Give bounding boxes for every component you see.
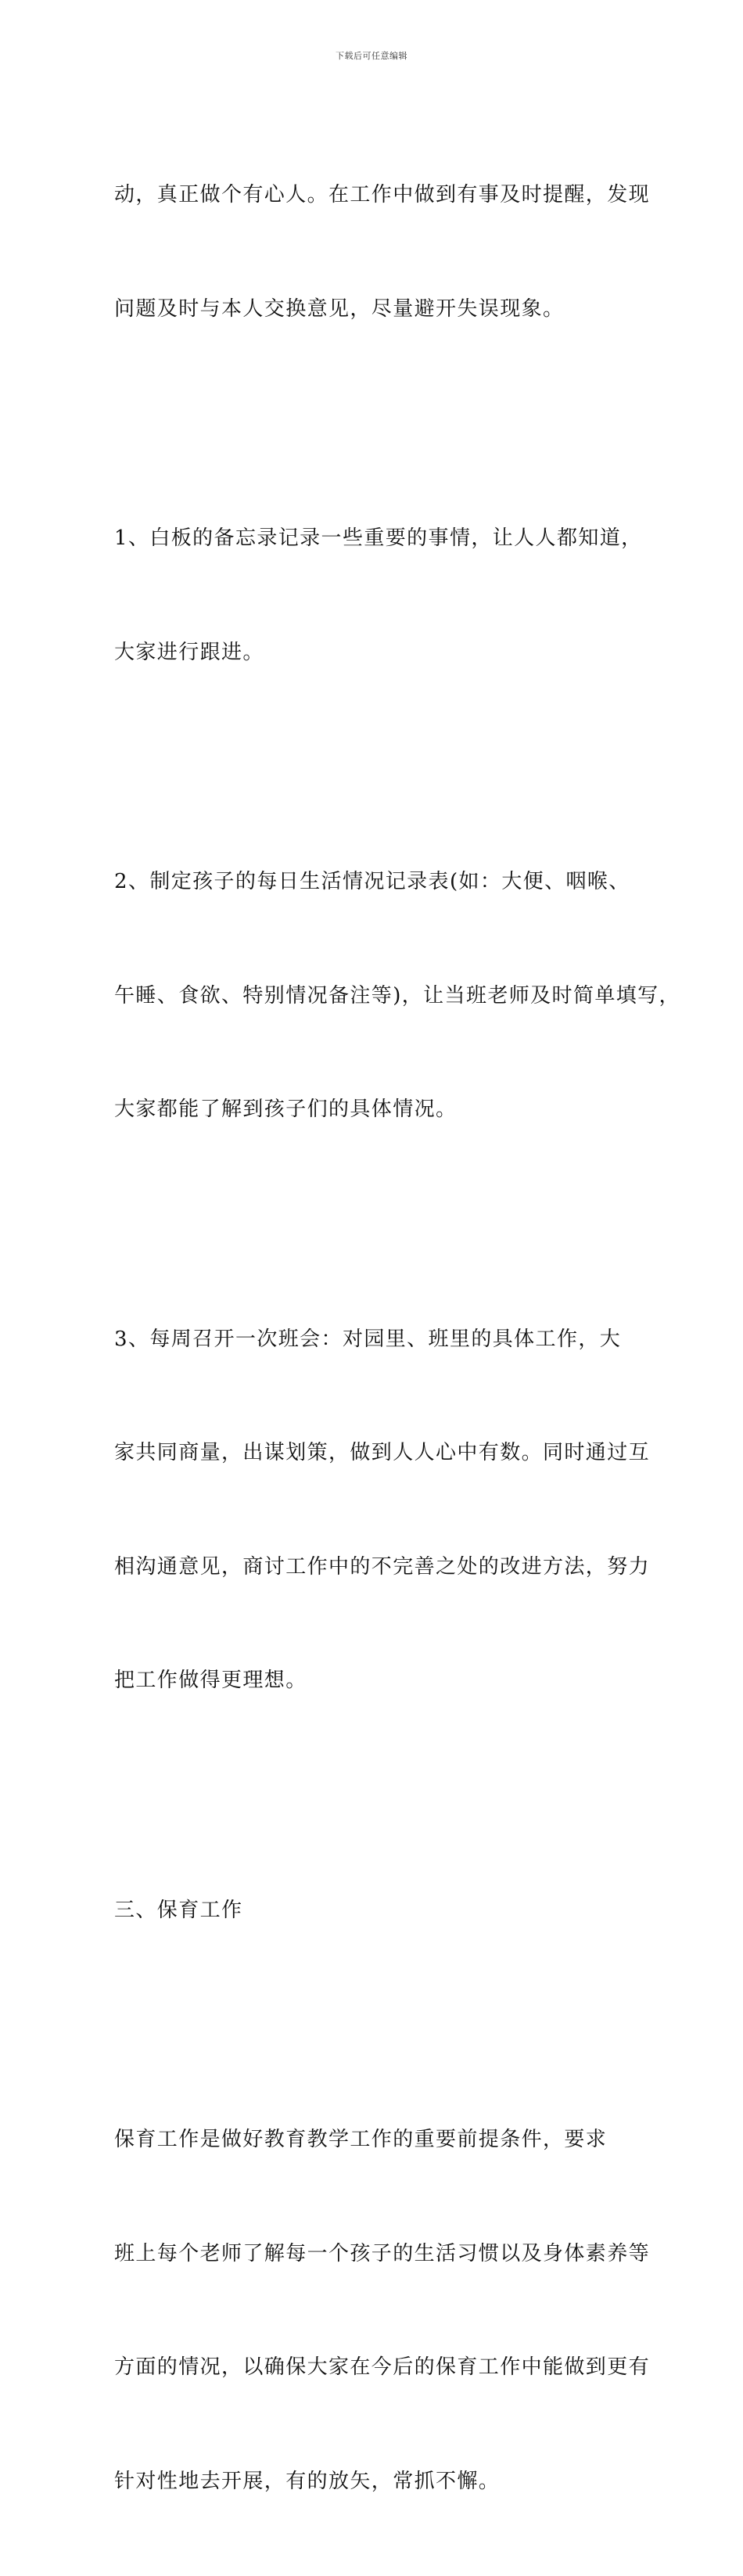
paragraph-gap	[114, 1776, 646, 1816]
section-heading	[114, 1816, 646, 2006]
text-line: 动，真正做个有心人。在工作中做到有事及时提醒，发现	[114, 183, 651, 207]
paragraph-gap	[114, 2005, 646, 2045]
text-line: 针对性地去开展，有的放矢，常抓不懈。	[114, 2469, 501, 2493]
page-header-note: 下载后可任意编辑	[336, 51, 407, 61]
paragraph-item-1	[114, 444, 646, 747]
paragraph-gap	[114, 747, 646, 787]
paragraph-gap	[114, 1205, 646, 1245]
text-line: 大家都能了解到孩子们的具体情况。	[114, 1098, 458, 1121]
text-line: 班上每个老师了解每一个孩子的生活习惯以及身体素养等	[114, 2241, 651, 2265]
paragraph-childcare	[114, 2045, 651, 2576]
text-line: 保育工作是做好教育教学工作的重要前提条件，要求	[114, 2128, 608, 2151]
text-line: 2、制定孩子的每日生活情况记录表(如：大便、咽喉、	[114, 870, 630, 893]
text-line: 把工作做得更理想。	[114, 1669, 307, 1692]
text-line: 大家进行跟进。	[114, 640, 264, 664]
paragraph-gap	[114, 404, 646, 444]
document-body	[114, 100, 680, 2576]
paragraph-item-2	[114, 787, 680, 1205]
paragraph-item-3	[114, 1245, 651, 1776]
text-line: 相沟通意见，商讨工作中的不完善之处的改进方法，努力	[114, 1554, 651, 1579]
section-heading-text: 三、保育工作	[114, 1898, 243, 1922]
text-line: 问题及时与本人交换意见，尽量避开失误现象。	[114, 296, 565, 321]
text-line: 1、白板的备忘录记录一些重要的事情，让人人都知道，	[114, 526, 643, 550]
text-line: 家共同商量，出谋划策，做到人人心中有数。同时通过互	[114, 1441, 651, 1464]
text-line: 3、每周召开一次班会：对园里、班里的具体工作，大	[114, 1327, 622, 1351]
text-line: 午睡、食欲、特别情况备注等)，让当班老师及时简单填写，	[114, 983, 680, 1008]
text-line: 方面的情况，以确保大家在今后的保育工作中能做到更有	[114, 2355, 651, 2379]
paragraph-continuation	[114, 100, 651, 404]
